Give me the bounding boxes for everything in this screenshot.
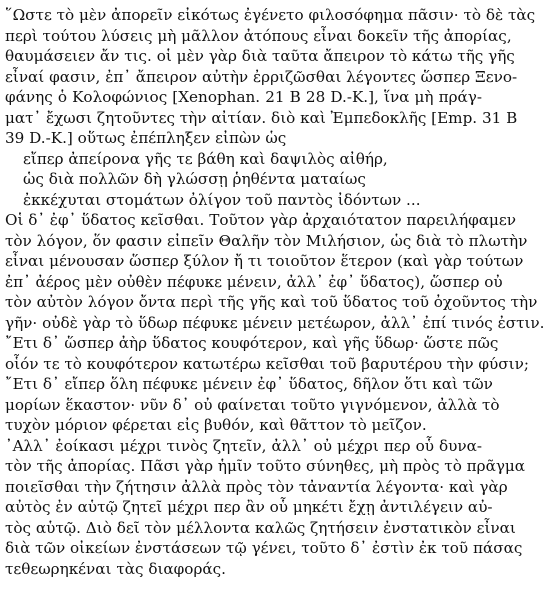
text-line: ῞Ωστε τὸ μὲν ἀπορεῖν εἰκότως ἐγένετο φιλοσόφημα πᾶσιν· τὸ δὲ τὰς bbox=[5, 6, 536, 24]
text-line: τεθεωρηκέναι τὰς διαφοράς. bbox=[5, 559, 226, 578]
verse-line: ἐκκέχυται στομάτων ὀλίγον τοῦ παντὸς ἰδόντων ... bbox=[23, 190, 421, 209]
text-line: περὶ τούτου λύσεις μὴ μᾶλλον ἀτόπους εἶναι δοκεῖν τῆς ἀπορίας, bbox=[5, 26, 512, 45]
text-line: ῎Ετι δ᾿ ὥσπερ ἀὴρ ὕδατος κουφότερον, καὶ γῆς ὕδωρ· ὥστε πῶς bbox=[5, 334, 499, 352]
text-line: τυχὸν μόριον φέρεται εἰς βυθόν, καὶ θᾶττον τὸ μεῖζον. bbox=[5, 416, 427, 434]
text-line: ῎Ετι δ᾿ εἴπερ ὅλη πέφυκε μένειν ἐφ᾿ ὕδατος, δῆλον ὅτι καὶ τῶν bbox=[5, 375, 493, 393]
verse-line: εἴπερ ἀπείρονα γῆς τε βάθη καὶ δαψιλὸς αἰθήρ, bbox=[23, 149, 388, 168]
text-line: εἶναί φασιν, ἐπ᾿ ἄπειρον αὐτὴν ἐρριζῶσθαι λέγοντες ὥσπερ Ξενο- bbox=[5, 67, 518, 86]
text-line: 39 D.-K.] οὕτως ἐπέπληξεν εἰπὼν ὡς bbox=[5, 129, 287, 147]
text-line: Οἱ δ᾿ ἐφ᾿ ὕδατος κεῖσθαι. Τοῦτον γὰρ ἀρχαιότατον παρειλήφαμεν bbox=[5, 211, 516, 229]
text-line: αὐτὸς ἐν αὑτῷ ζητεῖ μέχρι περ ἂν οὗ μηκέτι ἔχῃ ἀντιλέγειν αὐ- bbox=[5, 498, 493, 516]
greek-text-body bbox=[5, 5, 545, 579]
text-line: τὸς αὑτῷ. Διὸ δεῖ τὸν μέλλοντα καλῶς ζητήσειν ἐνστατικὸν εἶναι bbox=[5, 518, 516, 537]
verse-line: ὡς διὰ πολλῶν δὴ γλώσσῃ ῥηθέντα ματαίως bbox=[23, 170, 366, 188]
text-line: θαυμάσειεν ἄν τις. οἱ μὲν γὰρ διὰ ταῦτα ἄπειρον τὸ κάτω τῆς γῆς bbox=[5, 47, 515, 65]
text-line: γῆν· οὐδὲ γὰρ τὸ ὕδωρ πέφυκε μένειν μετέωρον, ἀλλ᾿ ἐπί τινός ἐστιν. bbox=[5, 313, 545, 332]
text-line: τὸν αὐτὸν λόγον ὄντα περὶ τῆς γῆς καὶ τοῦ ὕδατος τοῦ ὀχοῦντος τὴν bbox=[5, 293, 538, 311]
text-line: διὰ τῶν οἰκείων ἐνστάσεων τῷ γένει, τοῦτο δ᾿ ἐστὶν ἐκ τοῦ πάσας bbox=[5, 539, 523, 557]
text-line: μορίων ἕκαστον· νῦν δ᾿ οὐ φαίνεται τοῦτο γιγνόμενον, ἀλλὰ τὸ bbox=[5, 395, 500, 414]
text-line: τὸν τῆς ἀπορίας. Πᾶσι γὰρ ἡμῖν τοῦτο σύνηθες, μὴ πρὸς τὸ πρᾶγμα bbox=[5, 457, 526, 475]
text-line: τὸν λόγον, ὅν φασιν εἰπεῖν Θαλῆν τὸν Μιλήσιον, ὡς διὰ τὸ πλωτὴν bbox=[5, 231, 528, 250]
text-line: ᾿Αλλ᾿ ἐοίκασι μέχρι τινὸς ζητεῖν, ἀλλ᾿ οὐ μέχρι περ οὗ δυνα- bbox=[5, 436, 482, 455]
text-line: ποιεῖσθαι τὴν ζήτησιν ἀλλὰ πρὸς τὸν τἀναντία λέγοντα· καὶ γὰρ bbox=[5, 477, 508, 496]
text-line: εἶναι μένουσαν ὥσπερ ξύλον ἤ τι τοιοῦτον ἕτερον (καὶ γὰρ τούτων bbox=[5, 252, 524, 270]
text-line: ἐπ᾿ ἀέρος μὲν οὐθὲν πέφυκε μένειν, ἀλλ᾿ ἐφ᾿ ὕδατος), ὥσπερ οὐ bbox=[5, 272, 503, 291]
text-line: οἷόν τε τὸ κουφότερον κατωτέρω κεῖσθαι τοῦ βαρυτέρου τὴν φύσιν; bbox=[5, 354, 529, 373]
text-line: φάνης ὁ Κολοφώνιος [Xenophan. 21 B 28 D.-K.], ἵνα μὴ πράγ- bbox=[5, 88, 482, 106]
text-line: ματ᾿ ἔχωσι ζητοῦντες τὴν αἰτίαν. διὸ καὶ Ἐμπεδοκλῆς [Emp. 31 B bbox=[5, 108, 518, 127]
